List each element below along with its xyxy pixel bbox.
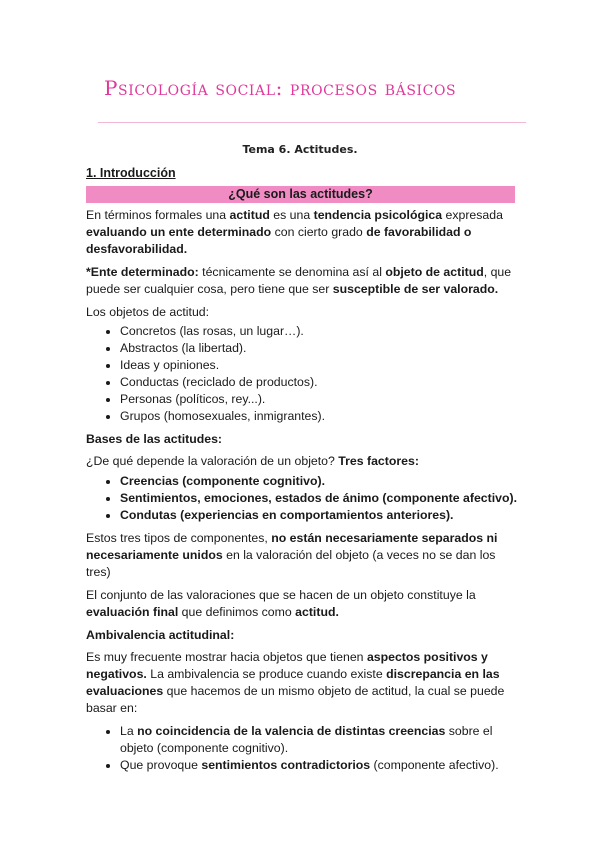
list-item [120,723,518,757]
paragraph-definition [86,207,518,258]
text: En términos formales una [86,208,230,222]
list-item: • Personas (políticos, rey...). [120,391,518,408]
topic-heading: Tema 6. Actitudes. [242,143,358,156]
objetos-list [86,323,518,425]
text-bold: aspectos positivos y negativos. [86,650,488,681]
text: Es muy frecuente mostrar hacia objetos que tienen [86,650,367,664]
text: expresada [442,208,503,222]
text: con cierto grado [271,225,367,239]
question-banner: ¿Qué son las actitudes? [86,186,515,203]
document-title: Psicología social: procesos básicos [104,76,457,100]
text-bold: actitud. [295,605,339,619]
paragraph-componentes [86,530,518,581]
text-bold: evaluando un ente determinado [86,225,272,239]
text: (componente afectivo). [370,758,499,772]
list-item: • Concretos (las rosas, un lugar…). [120,323,518,340]
paragraph-ambivalencia [86,649,518,717]
heading-bases: Bases de las actitudes: [86,432,223,446]
text: El conjunto de las valoraciones que se hacen de un objeto constituye la [86,588,476,602]
list-item [120,757,518,774]
list-item: • Creencias (componente cognitivo). [120,473,518,490]
text: ¿De qué depende la valoración de un objeto? [86,454,339,468]
list-item: • Condutas (experiencias en comportamientos anteriores). [120,507,518,524]
text: es una [269,208,314,222]
text-bold: Tres factores: [338,454,419,468]
paragraph-evaluacion [86,587,518,621]
text: , que puede ser cualquier cosa, pero tiene que ser [86,265,512,296]
list-item: • Abstractos (la libertad). [120,340,518,357]
text-bold: *Ente determinado: [86,265,199,279]
text: La [120,724,138,738]
heading-ambivalencia: Ambivalencia actitudinal: [86,628,235,642]
text: que definimos como [178,605,296,619]
document-body [86,207,518,780]
text-bold: evaluación final [86,605,179,619]
paragraph-ente [86,264,518,298]
text: Que provoque [120,758,202,772]
text-bold: objeto de actitud [385,265,484,279]
text-bold: no coincidencia de la valencia de distintas creencias [137,724,446,738]
paragraph-factores [86,453,518,470]
list-item: • Ideas y opiniones. [120,357,518,374]
text: técnicamente se denomina así al [198,265,386,279]
section-heading: 1. Introducción [86,166,176,180]
text-bold: actitud [229,208,270,222]
text: La ambivalencia se produce cuando existe [146,667,387,681]
ambivalencia-list [86,723,518,774]
text-bold: de favorabilidad o desfavorabilidad. [86,225,472,256]
text: en la valoración del objeto (a veces no se dan los tres) [86,548,496,579]
list-item: • Conductas (reciclado de productos). [120,374,518,391]
text-bold: sentimientos contradictorios [201,758,371,772]
text-bold: tendencia psicológica [313,208,443,222]
paragraph-objetos: Los objetos de actitud: [86,305,210,319]
text-bold: susceptible de ser valorado. [332,282,499,296]
text-bold: discrepancia en las evaluaciones [86,667,500,698]
text-bold: no están necesariamente separados ni necesariamente unidos [86,531,498,562]
list-item: • Grupos (homosexuales, inmigrantes). [120,408,518,425]
factores-list [86,473,518,524]
text: sobre el objeto (componente cognitivo). [120,724,493,755]
title-divider [98,122,526,123]
text: que hacemos de un mismo objeto de actitud, la cual se puede basar en: [86,684,505,715]
text: Estos tres tipos de componentes, [86,531,272,545]
list-item: • Sentimientos, emociones, estados de ánimo (componente afectivo). [120,490,518,507]
